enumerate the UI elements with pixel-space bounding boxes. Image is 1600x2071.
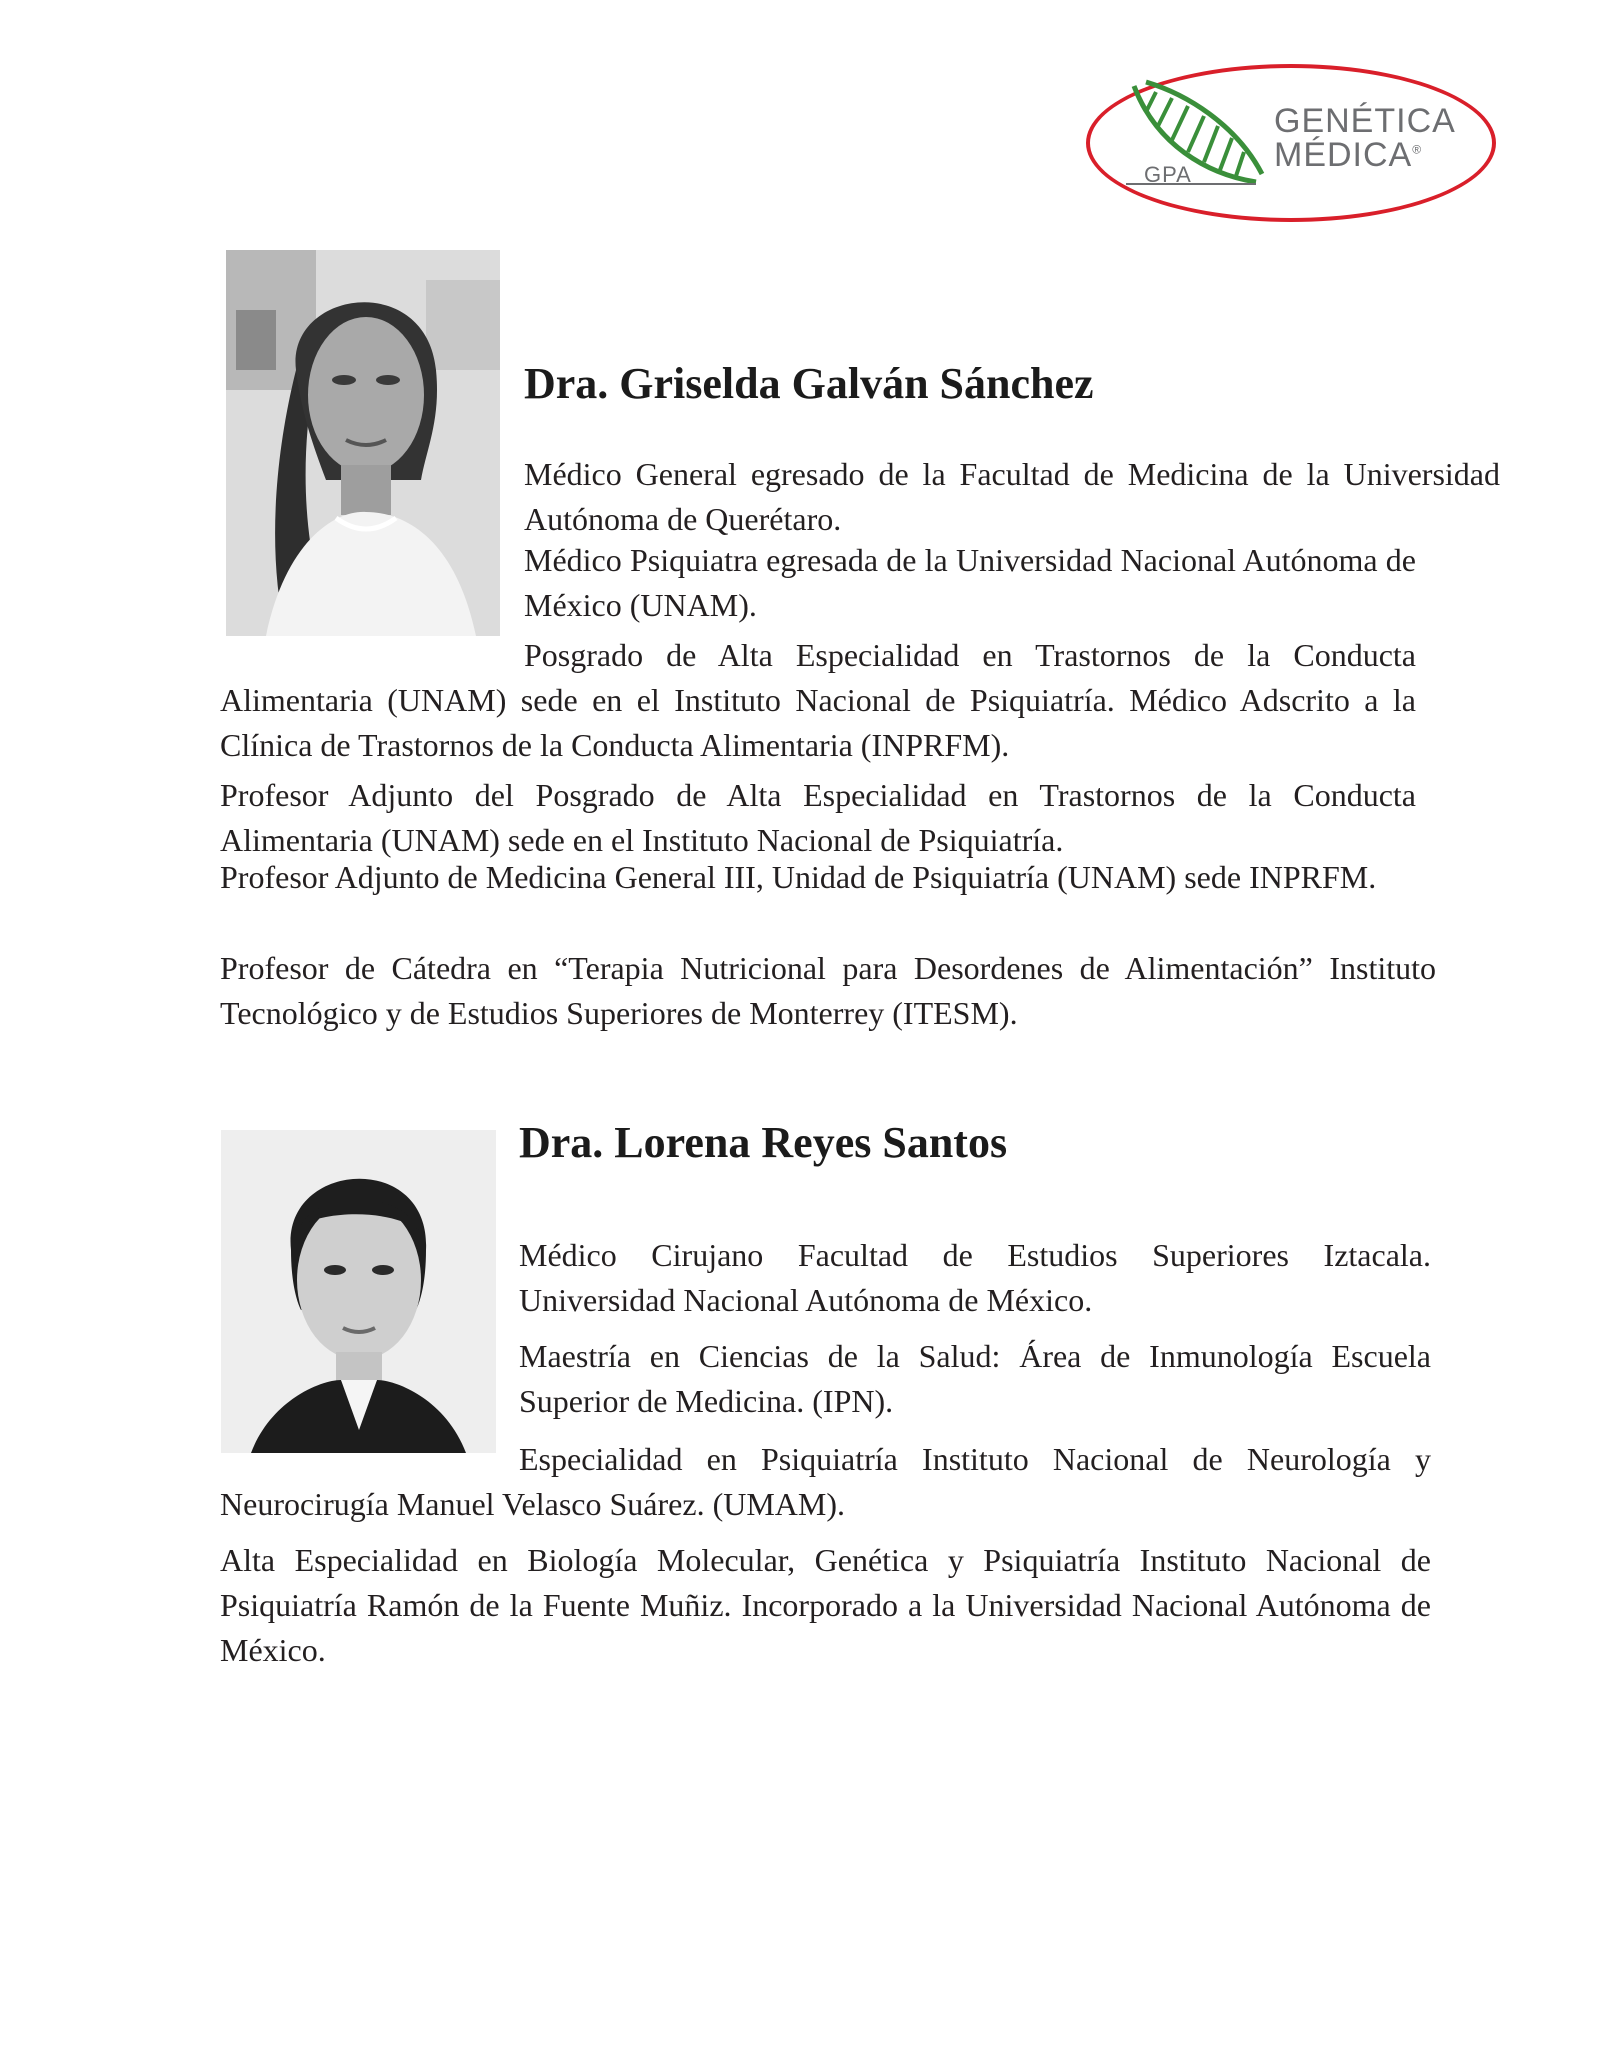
profile-paragraph: Médico Psiquiatra egresada de la Universidad Nacional Autónoma de México (UNAM).: [524, 542, 1416, 623]
logo-text-line2: MÉDICA®: [1274, 136, 1423, 174]
profile-paragraph: Alta Especialidad en Biología Molecular, Genética y Psiquiatría Instituto Nacional de Psiquiatría Ramón de la Fuente Muñiz. Incorporado a la Universidad Nacional Autónoma de México.: [220, 1542, 1431, 1668]
profile-paragraph: Maestría en Ciencias de la Salud: Área de Inmunología Escuela Superior de Medicina. (IPN).: [519, 1338, 1431, 1419]
logo-text-line1: GENÉTICA: [1274, 102, 1456, 140]
profile-photo-griselda: [226, 250, 500, 636]
genetica-medica-logo: [1086, 64, 1492, 218]
profile-name: Dra. Griselda Galván Sánchez: [524, 359, 1094, 408]
registered-mark: ®: [1412, 142, 1423, 157]
profile-paragraph: Especialidad en Psiquiatría Instituto Nacional de Neurología y Neurocirugía Manuel Velasco Suárez. (UMAM).: [220, 1441, 1431, 1522]
profile-paragraph: Profesor Adjunto del Posgrado de Alta Especialidad en Trastornos de la Conducta Alimentaria (UNAM) sede en el Instituto Nacional de Psiquiatría.: [220, 777, 1416, 858]
logo-abbreviation: GPA: [1144, 162, 1192, 187]
profile-paragraph: Médico Cirujano Facultad de Estudios Superiores Iztacala. Universidad Nacional Autónoma de México.: [519, 1237, 1431, 1318]
profile-photo-lorena: [221, 1130, 496, 1453]
profile-paragraph: Médico General egresado de la Facultad de Medicina de la Universidad Autónoma de Querétaro.: [524, 456, 1500, 537]
profile-paragraph: Posgrado de Alta Especialidad en Trastornos de la Conducta Alimentaria (UNAM) sede en el Instituto Nacional de Psiquiatría. Médico Adscrito a la Clínica de Trastornos de la Conducta Alimentaria (INPRFM).: [220, 637, 1416, 763]
profile-name: Dra. Lorena Reyes Santos: [519, 1118, 1008, 1167]
profile-paragraph: Profesor Adjunto de Medicina General III, Unidad de Psiquiatría (UNAM) sede INPRFM.: [220, 859, 1377, 895]
profile-paragraph: Profesor de Cátedra en “Terapia Nutricional para Desordenes de Alimentación” Instituto Tecnológico y de Estudios Superiores de Monterrey (ITESM).: [220, 950, 1436, 1031]
